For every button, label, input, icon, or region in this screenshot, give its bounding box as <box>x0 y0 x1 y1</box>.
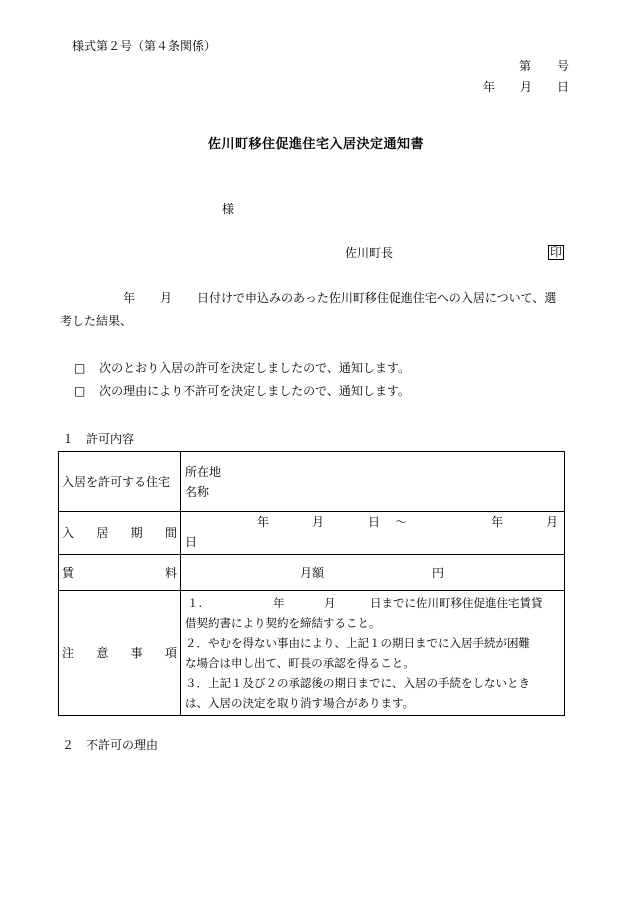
option-permit[interactable] <box>74 360 410 376</box>
period-month2: 月 <box>546 515 559 529</box>
period-day2: 日 <box>185 535 198 549</box>
notes-label-char: 項 <box>164 646 177 660</box>
issue-date-month: 月 <box>520 80 533 94</box>
checkbox-permit[interactable]: □ <box>74 361 86 375</box>
seal-mark: 印 <box>550 245 563 259</box>
notes-label <box>62 643 177 663</box>
section1-heading: １ 許可内容 <box>62 432 135 446</box>
period-label-char: 期 <box>130 526 143 540</box>
period-label <box>62 523 177 543</box>
table-row-rent <box>59 555 565 591</box>
issue-date-year: 年 <box>483 80 496 94</box>
notes-label-char: 事 <box>130 646 143 660</box>
period-month1: 月 <box>312 515 325 529</box>
page-title: 佐川町移住促進住宅入居決定通知書 <box>208 137 425 152</box>
period-label-char: 入 <box>62 526 75 540</box>
period-tilde: ～ <box>395 515 408 529</box>
notes-label-cell <box>59 591 181 716</box>
rent-value-cell <box>181 555 565 591</box>
notes-label-char: 注 <box>62 646 75 660</box>
note2-line2: な場合は申し出て、町長の承認を得ること。 <box>185 656 415 670</box>
period-year2: 年 <box>491 515 504 529</box>
note1-month: 月 <box>324 596 336 610</box>
note3-line1: ３．上記１及び２の承認後の期日までに、入居の手続をしないとき <box>185 676 530 690</box>
intro-year: 年 <box>123 291 136 305</box>
notes-label-char: 意 <box>96 646 109 660</box>
note1-year: 年 <box>273 596 285 610</box>
period-label-cell <box>59 512 181 555</box>
house-name-label: 名称 <box>185 485 210 499</box>
note1-rest: 日までに佐川町移住促進住宅賃貸 <box>370 596 543 610</box>
period-day1: 日 <box>368 515 381 529</box>
table-row-house <box>59 452 565 512</box>
intro-line2: 考した結果、 <box>60 314 133 328</box>
rent-yen-label: 円 <box>432 565 445 580</box>
rent-label <box>62 563 177 583</box>
option-permit-text: 次のとおり入居の許可を決定しましたので、通知します。 <box>99 361 410 375</box>
period-year1: 年 <box>257 515 270 529</box>
house-label-cell <box>59 452 181 512</box>
rent-monthly-label: 月額 <box>300 565 325 580</box>
rent-label-char: 料 <box>164 565 177 580</box>
note1-line2: 借契約書により契約を締結すること。 <box>185 616 381 630</box>
house-location-label: 所在地 <box>185 465 222 479</box>
doc-number-suffix: 号 <box>557 59 570 73</box>
period-value-cell <box>181 512 565 555</box>
form-number: 様式第２号（第４条関係） <box>72 39 217 53</box>
rent-label-char: 賃 <box>62 565 75 580</box>
house-value-cell <box>181 452 565 512</box>
doc-number-prefix: 第 <box>519 59 532 73</box>
period-label-char: 間 <box>164 526 177 540</box>
section2-heading: ２ 不許可の理由 <box>62 738 159 752</box>
addressee-suffix: 様 <box>222 202 235 216</box>
checkbox-deny[interactable]: □ <box>74 384 86 398</box>
house-label: 入居を許可する住宅 <box>62 474 171 489</box>
intro-month: 月 <box>160 291 173 305</box>
note1-prefix: １. <box>187 596 203 610</box>
permit-table <box>58 451 565 716</box>
table-row-period <box>59 512 565 555</box>
period-label-char: 居 <box>96 526 109 540</box>
issue-date-day: 日 <box>557 80 570 94</box>
table-row-notes <box>59 591 565 716</box>
notes-value-cell <box>181 591 565 716</box>
intro-line1: 日付けで申込みのあった佐川町移住促進住宅への入居について、選 <box>197 291 557 305</box>
issuer-name: 佐川町長 <box>345 246 394 260</box>
option-deny-text: 次の理由により不許可を決定しましたので、通知します。 <box>99 384 410 398</box>
note2-line1: ２．やむを得ない事由により、上記１の期日までに入居手続が困難 <box>185 636 530 650</box>
note1-line1 <box>185 593 560 613</box>
rent-label-cell <box>59 555 181 591</box>
option-deny[interactable] <box>74 383 410 399</box>
note3-line2: は、入居の決定を取り消す場合があります。 <box>185 696 415 710</box>
